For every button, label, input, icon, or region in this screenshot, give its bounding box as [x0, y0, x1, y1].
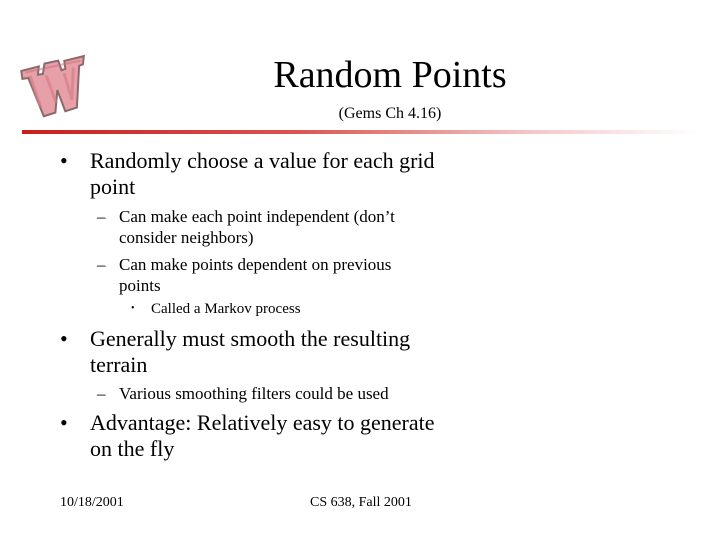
- slide-subtitle: (Gems Ch 4.16): [338, 105, 442, 122]
- sub-bullet-item-2-1: [97, 383, 657, 405]
- bullet-marker: •: [60, 410, 68, 435]
- sub-bullet-item-1-1: [97, 206, 657, 248]
- sub-bullet-line: Various smoothing filters could be used: [119, 384, 389, 403]
- footer-course: CS 638, Fall 2001: [310, 495, 412, 510]
- bullet-item-3: [60, 410, 680, 462]
- bullet-line: on the fly: [90, 436, 175, 461]
- slide-title: Random Points: [273, 54, 507, 96]
- bullet-line: Generally must smooth the resulting: [90, 326, 411, 351]
- bullet-text: [90, 326, 410, 378]
- bullet-text: [90, 148, 435, 200]
- sub-bullet-item-1-2: [97, 254, 657, 296]
- sub-bullet-line: consider neighbors): [119, 228, 254, 247]
- sub-bullet-text: [119, 383, 389, 404]
- sub-sub-bullet-item: [131, 300, 631, 320]
- sub-bullet-line: points: [119, 276, 161, 295]
- bullet-item-1: [60, 148, 680, 200]
- bullet-line: point: [90, 174, 136, 199]
- dash-marker: –: [97, 384, 106, 403]
- sub-bullet-text: [119, 254, 391, 296]
- dash-marker: –: [97, 255, 106, 274]
- sub-bullet-line: Can make points dependent on previous: [119, 255, 392, 274]
- sub-bullet-text: [119, 206, 395, 248]
- bullet-marker: •: [131, 303, 135, 314]
- sub-sub-bullet-text: Called a Markov process: [151, 301, 301, 317]
- sub-bullet-line: Can make each point independent (don’t: [119, 207, 395, 226]
- title-divider: [22, 130, 698, 134]
- bullet-line: Randomly choose a value for each grid: [90, 148, 435, 173]
- bullet-item-2: [60, 326, 680, 378]
- bullet-text: [90, 410, 435, 462]
- bullet-line: terrain: [90, 352, 148, 377]
- university-w-logo-icon: [18, 52, 98, 124]
- footer-date: 10/18/2001: [60, 495, 124, 510]
- bullet-line: Advantage: Relatively easy to generate: [90, 410, 435, 435]
- bullet-marker: •: [60, 148, 68, 173]
- bullet-marker: •: [60, 326, 68, 351]
- dash-marker: –: [97, 207, 106, 226]
